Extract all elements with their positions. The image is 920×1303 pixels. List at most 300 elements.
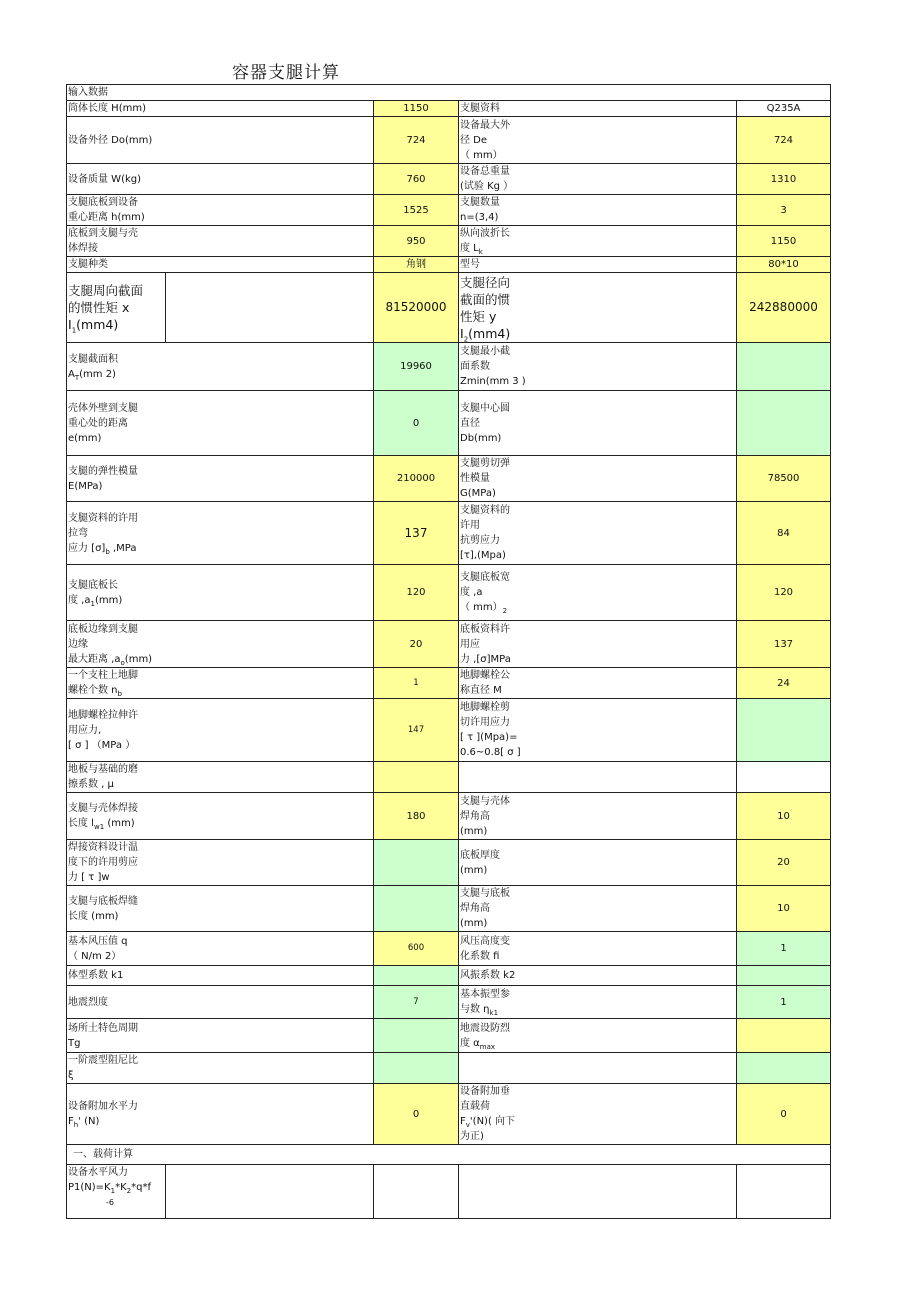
text-fragment: 基本振型参 [460, 989, 510, 1000]
text-fragment: 切许用应力 [460, 717, 510, 728]
param-label [459, 621, 737, 668]
input-data-table [66, 84, 831, 1219]
label-line [460, 179, 734, 194]
param-label [67, 565, 374, 621]
label-line [68, 195, 371, 210]
table-row [67, 226, 831, 257]
param-label [67, 195, 374, 226]
label-line [68, 257, 371, 272]
label-line [68, 1099, 371, 1114]
text-fragment: （ mm） [460, 149, 503, 161]
label-line [68, 526, 371, 541]
param-value[interactable]: 1525 [374, 195, 459, 226]
label-line [68, 299, 163, 316]
param-value[interactable]: 20 [374, 621, 459, 668]
param-value[interactable]: 600 [374, 932, 459, 966]
param-label [67, 699, 374, 762]
label-line [460, 291, 734, 308]
label-line [68, 968, 371, 983]
text-fragment: 支腿周向截面 [68, 283, 144, 298]
table-row [67, 391, 831, 456]
label-line [68, 801, 371, 816]
param-value[interactable]: 24 [737, 668, 831, 699]
text-fragment: 支腿数量 [460, 197, 500, 208]
text-fragment: 底板边缘到支腿 [68, 623, 138, 635]
subscript: 1 [110, 1187, 116, 1195]
param-label [67, 101, 374, 117]
param-label [459, 986, 737, 1019]
text-fragment: n=(3,4) [460, 212, 499, 223]
param-label [459, 195, 737, 226]
label-line [460, 916, 734, 931]
label-line [460, 359, 734, 374]
label-line [68, 870, 371, 885]
text-fragment: 设备总重量 [460, 166, 510, 177]
param-label [67, 1084, 374, 1145]
table-row [67, 195, 831, 226]
text-fragment: 许用 [460, 520, 480, 531]
text-fragment: [ σ ] （MPa ） [68, 739, 136, 751]
param-value[interactable] [737, 699, 831, 762]
text-fragment: (mm4) [468, 325, 511, 341]
param-label [459, 164, 737, 195]
text-fragment: 擦系数 , μ [68, 779, 114, 790]
label-line [460, 518, 734, 533]
label-line [68, 894, 371, 909]
param-value[interactable]: 1 [737, 986, 831, 1019]
param-label [459, 391, 737, 456]
label-line [68, 708, 371, 723]
subscript: o [120, 658, 125, 667]
param-value[interactable]: 120 [737, 565, 831, 621]
label-line [460, 901, 734, 916]
param-value[interactable] [737, 966, 831, 986]
param-label [459, 1053, 737, 1084]
empty-cell[interactable] [459, 1165, 737, 1219]
text-fragment: 度 L [460, 243, 479, 254]
param-label [459, 762, 737, 793]
param-label [459, 1084, 737, 1145]
label-line [68, 855, 371, 870]
text-fragment: F [68, 1116, 74, 1127]
text-fragment: (试验 Kg ） [460, 181, 514, 192]
table-row [67, 668, 831, 699]
text-fragment: 基本风压值 q [68, 935, 128, 947]
param-value[interactable]: 242880000 [737, 273, 831, 343]
label-line [460, 637, 734, 652]
table-row [67, 257, 831, 273]
calc-row [67, 1165, 831, 1219]
label-line [460, 195, 734, 210]
label-line [68, 1053, 371, 1068]
param-label [67, 273, 166, 343]
text-fragment: (mm) [94, 594, 123, 606]
text-fragment: 支腿底板宽 [460, 572, 510, 583]
text-fragment: [ τ ](Mpa)= [460, 732, 518, 743]
label-line [68, 1036, 371, 1051]
param-value[interactable]: 1 [737, 932, 831, 966]
label-line [68, 934, 371, 949]
text-fragment: 度 α [460, 1037, 480, 1049]
text-fragment: 度下的许用剪应 [68, 857, 138, 868]
label-line [460, 101, 734, 116]
param-label [459, 502, 737, 565]
label-line [460, 274, 734, 291]
param-value[interactable]: 760 [374, 164, 459, 195]
label-line [68, 1195, 163, 1210]
param-value[interactable]: 724 [737, 117, 831, 164]
label-line [460, 570, 734, 585]
table-row [67, 621, 831, 668]
text-fragment: 体型系数 k1 [68, 970, 124, 981]
label-line [460, 1021, 734, 1036]
param-value[interactable]: 10 [737, 886, 831, 932]
param-label [67, 164, 374, 195]
label-line [68, 133, 371, 148]
param-value[interactable]: 137 [737, 621, 831, 668]
label-line [460, 226, 734, 241]
text-fragment: Db(mm) [460, 432, 502, 444]
param-label [67, 226, 374, 257]
param-label [67, 1019, 374, 1053]
label-line [68, 541, 371, 556]
text-fragment: 底板厚度 [460, 849, 500, 861]
text-fragment: 设备质量 W(kg) [68, 173, 142, 185]
table-row [67, 699, 831, 762]
text-fragment: ξ [68, 1070, 74, 1081]
label-line [68, 367, 371, 382]
table-row [67, 117, 831, 164]
label-line [460, 431, 734, 446]
text-fragment: 设备附加水平力 [68, 1101, 138, 1112]
param-value[interactable]: 120 [374, 565, 459, 621]
label-line [460, 848, 734, 863]
text-fragment: A [68, 368, 75, 380]
subscript: v [465, 1121, 470, 1129]
text-fragment: 长度 (mm) [68, 910, 119, 922]
param-value[interactable]: 210000 [374, 456, 459, 502]
text-fragment: 支腿资料的许用 [68, 512, 138, 524]
text-fragment: 支腿剪切弹 [460, 458, 510, 469]
label-line [68, 172, 371, 187]
text-fragment: (mm4) [76, 317, 119, 332]
text-fragment: 与数 η [460, 1004, 490, 1015]
label-line [68, 637, 371, 652]
param-value[interactable]: 10 [737, 793, 831, 840]
text-fragment: 支腿与底板焊缝 [68, 895, 138, 907]
label-line [460, 533, 734, 548]
param-label [459, 101, 737, 117]
label-line [460, 886, 734, 901]
text-fragment: 支腿资料 [460, 103, 500, 114]
label-line [460, 133, 734, 148]
param-value[interactable]: 角钢 [374, 257, 459, 273]
text-fragment: 支腿资料的 [460, 505, 510, 516]
param-value[interactable]: 1310 [737, 164, 831, 195]
text-fragment: （ mm） [460, 602, 503, 613]
param-label [459, 1019, 737, 1053]
param-label [459, 273, 737, 343]
text-fragment: I [460, 325, 464, 341]
label-line [460, 486, 734, 501]
param-value[interactable]: 1150 [737, 226, 831, 257]
label-line [460, 401, 734, 416]
param-value[interactable]: 1150 [374, 101, 459, 117]
empty-cell[interactable] [374, 1165, 459, 1219]
param-value[interactable]: 7 [374, 986, 459, 1019]
text-fragment: 筒体长度 H(mm) [68, 103, 146, 114]
param-label [67, 886, 374, 932]
empty-cell[interactable] [166, 1165, 374, 1219]
param-value[interactable]: 180 [374, 793, 459, 840]
text-fragment: (mm) [104, 818, 135, 829]
text-fragment: 支腿截面积 [68, 353, 118, 365]
label-line [68, 840, 371, 855]
param-value[interactable] [737, 1053, 831, 1084]
label-line [460, 987, 734, 1002]
text-fragment: 型号 [460, 259, 480, 270]
subscript: 2 [463, 335, 469, 343]
label-line [460, 1129, 734, 1144]
subscript: 1 [71, 326, 77, 335]
text-fragment: 支腿中心圆 [460, 402, 510, 414]
text-fragment: 支腿种类 [68, 259, 108, 270]
label-line [68, 431, 371, 446]
text-fragment: 支腿底板长 [68, 579, 118, 591]
subscript: b [105, 547, 110, 556]
label-line [68, 416, 371, 431]
param-value[interactable]: 84 [737, 502, 831, 565]
subscript: w1 [93, 823, 105, 831]
label-line [460, 503, 734, 518]
empty-cell[interactable] [737, 1165, 831, 1219]
text-fragment: 度 ,a [460, 587, 483, 598]
text-fragment: 面系数 [460, 361, 490, 372]
text-fragment: 纵向波折长 [460, 228, 510, 239]
param-label [67, 343, 374, 391]
label-line [460, 668, 734, 683]
text-fragment: 称直径 M [460, 685, 502, 696]
param-value[interactable]: 3 [737, 195, 831, 226]
table-row [67, 565, 831, 621]
label-line [460, 1002, 734, 1017]
text-fragment: 地震烈度 [68, 996, 108, 1008]
param-label [459, 257, 737, 273]
param-label [459, 886, 737, 932]
label-line [68, 1021, 371, 1036]
text-fragment: 地脚螺栓公 [460, 670, 510, 681]
text-fragment: 壳体外壁到支腿 [68, 402, 138, 414]
label-line [68, 1180, 163, 1195]
text-fragment: 支腿与壳体焊接 [68, 803, 138, 814]
text-fragment: 用应 [460, 638, 480, 650]
text-fragment: 焊接资料设计温 [68, 842, 138, 853]
param-value[interactable]: 80*10 [737, 257, 831, 273]
param-label [67, 391, 374, 456]
text-fragment: 地震设防烈 [460, 1022, 510, 1034]
param-value[interactable] [737, 1019, 831, 1053]
text-fragment: 风压高度变 [460, 935, 510, 947]
text-fragment: 重心距离 h(mm) [68, 212, 145, 223]
param-value[interactable]: 1 [374, 668, 459, 699]
param-value[interactable] [737, 391, 831, 456]
label-line [460, 118, 734, 133]
text-fragment: *q*f [131, 1182, 151, 1193]
param-value[interactable]: 20 [737, 840, 831, 886]
label-line [460, 374, 734, 389]
param-value[interactable] [374, 1019, 459, 1053]
param-value[interactable] [374, 966, 459, 986]
param-value[interactable]: 19960 [374, 343, 459, 391]
text-fragment: 支腿与底板 [460, 888, 510, 899]
label-line [68, 909, 371, 924]
subscript: 2 [502, 607, 508, 615]
label-line [68, 1114, 371, 1129]
label-line [460, 344, 734, 359]
text-fragment: 底板到支腿与壳 [68, 228, 138, 239]
param-value[interactable] [737, 343, 831, 391]
label-line [460, 548, 734, 563]
param-label [459, 565, 737, 621]
text-fragment: (mm 2) [79, 368, 116, 380]
label-line [460, 241, 734, 256]
text-fragment: 支腿径向 [460, 274, 511, 290]
text-fragment: P1(N)=K [68, 1182, 111, 1193]
param-label [67, 966, 374, 986]
table-row [67, 1053, 831, 1084]
label-line [460, 745, 734, 760]
param-label [67, 1053, 374, 1084]
text-fragment: (mm) [460, 918, 488, 929]
param-value[interactable]: 950 [374, 226, 459, 257]
label-line [460, 1099, 734, 1114]
param-label [67, 932, 374, 966]
text-fragment: Zmin(mm 3 ) [460, 376, 526, 387]
text-fragment: 焊角高 [460, 810, 490, 822]
subscript: T [74, 373, 80, 382]
param-value[interactable]: Q235A [737, 101, 831, 117]
table-row [67, 762, 831, 793]
text-fragment: 地脚螺栓剪 [460, 702, 510, 713]
label-line [460, 416, 734, 431]
param-value[interactable]: 724 [374, 117, 459, 164]
text-fragment: 一个支柱上地脚 [68, 670, 138, 681]
label-line [68, 652, 371, 667]
table-row [67, 101, 831, 117]
page-title: 容器支腿计算 [232, 63, 340, 83]
text-fragment: 体焊接 [68, 243, 98, 254]
label-line [68, 226, 371, 241]
param-value[interactable]: 0 [737, 1084, 831, 1145]
param-value[interactable] [374, 886, 459, 932]
text-fragment: 边缘 [68, 638, 88, 650]
param-label [459, 699, 737, 762]
param-value[interactable]: 0 [374, 1084, 459, 1145]
label-line [460, 949, 734, 964]
text-fragment: '(N)( 向下 [469, 1116, 516, 1127]
text-fragment: 截面的惯 [460, 291, 511, 307]
text-fragment: ,MPa [109, 542, 137, 554]
table-row [67, 273, 831, 343]
param-value[interactable] [374, 762, 459, 793]
param-value[interactable] [737, 762, 831, 793]
param-label [67, 986, 374, 1019]
label-line [68, 464, 371, 479]
text-fragment: G(MPa) [460, 488, 496, 499]
text-fragment: 性矩 y [460, 308, 497, 324]
label-line [460, 600, 734, 615]
text-fragment: (mm) [460, 864, 488, 876]
param-label [67, 621, 374, 668]
table-row [67, 886, 831, 932]
param-value[interactable]: 137 [374, 502, 459, 565]
text-fragment: 支腿与壳体 [460, 795, 510, 807]
label-line [68, 622, 371, 637]
table-row [67, 343, 831, 391]
label-line [460, 585, 734, 600]
text-fragment: 支腿底板到设备 [68, 197, 138, 208]
text-fragment: [τ],(Mpa) [460, 550, 506, 561]
label-line [68, 738, 371, 753]
subscript: k [478, 248, 483, 256]
text-fragment: 径 De [460, 134, 488, 146]
label-line [68, 352, 371, 367]
param-value[interactable] [374, 840, 459, 886]
param-label [67, 840, 374, 886]
text-fragment: 焊角高 [460, 903, 490, 914]
param-value[interactable]: 0 [374, 391, 459, 456]
text-fragment: 用应力, [68, 724, 102, 736]
subscript: h [73, 1121, 79, 1129]
param-label [459, 840, 737, 886]
text-fragment: 力 ,[σ]MPa [460, 653, 511, 665]
label-line [68, 282, 163, 299]
text-fragment: 为正) [460, 1131, 484, 1142]
label-line [460, 824, 734, 839]
text-fragment: 直径 [460, 417, 480, 429]
label-line [460, 257, 734, 272]
text-fragment: 设备附加垂 [460, 1086, 510, 1097]
label-line [460, 683, 734, 698]
label-line [460, 700, 734, 715]
param-label [459, 793, 737, 840]
text-fragment: 场所土特色周期 [68, 1022, 138, 1034]
param-value[interactable]: 147 [374, 699, 459, 762]
label-line [68, 210, 371, 225]
label-line [460, 652, 734, 667]
text-fragment: ' (N) [78, 1116, 100, 1127]
text-fragment: 性模量 [460, 473, 490, 484]
table-row [67, 1084, 831, 1145]
input-header: 输入数据 [67, 85, 831, 101]
param-label [459, 117, 737, 164]
label-line [460, 1036, 734, 1051]
param-label [459, 226, 737, 257]
param-value[interactable]: 78500 [737, 456, 831, 502]
table-row [67, 164, 831, 195]
param-label [459, 668, 737, 699]
label-line [68, 762, 371, 777]
text-fragment: 最大距离 ,a [68, 653, 121, 665]
text-fragment: 地脚螺栓拉伸许 [68, 709, 138, 721]
param-value[interactable]: 81520000 [374, 273, 459, 343]
text-fragment: 支腿最小截 [460, 346, 510, 357]
label-line [68, 593, 371, 608]
text-fragment: 拉弯 [68, 527, 88, 539]
text-fragment: E(MPa) [68, 480, 103, 492]
text-fragment: 底板资料许 [460, 623, 510, 635]
param-value[interactable] [374, 1053, 459, 1084]
